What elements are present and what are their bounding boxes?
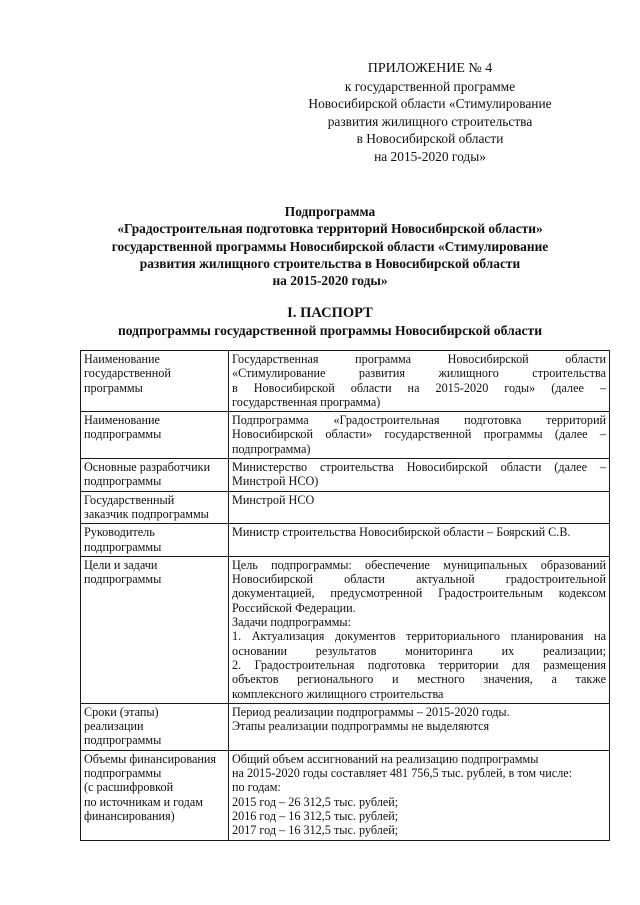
title-line: «Градостроительная подготовка территорий Новосибирской области»	[117, 221, 543, 237]
value-line: Период реализации подпрограммы – 2015-2020 годы.	[232, 704, 510, 719]
value-line: 2. Градостроительная подготовка территории для размещения	[232, 657, 606, 672]
label-line: подпрограммы	[84, 572, 162, 587]
label-line: Основные разработчики	[84, 460, 211, 475]
label-line: подпрограммы	[84, 427, 162, 442]
value-line: Этапы реализации подпрограммы не выделяются	[232, 719, 490, 734]
title-line: государственной программы Новосибирской области «Стимулирование	[111, 238, 549, 254]
appendix-number: ПРИЛОЖЕНИЕ № 4	[367, 61, 493, 76]
value-line: Подпрограмма «Градостроительная подготовка территорий	[232, 413, 606, 428]
table-row	[81, 750, 610, 840]
label-line: подпрограммы	[84, 766, 162, 781]
label-line: Наименование	[84, 413, 160, 428]
row-value	[229, 459, 610, 492]
value-line: основании результатов мониторинга их реализации;	[232, 643, 606, 658]
table-row	[81, 491, 610, 524]
passport-table	[80, 350, 610, 841]
row-value	[229, 412, 610, 459]
row-value	[229, 524, 610, 557]
label-line: Объемы финансирования	[84, 751, 217, 766]
value-line: подпрограмма)	[232, 441, 311, 456]
label-line: реализации	[84, 719, 144, 734]
value-line: Цель подпрограммы: обеспечение муниципальных образований	[232, 557, 606, 572]
label-line: государственной	[84, 366, 171, 381]
row-label	[81, 491, 229, 524]
passport-heading	[60, 304, 600, 340]
row-value	[229, 750, 610, 840]
value-line: Министр строительства Новосибирской области – Боярский С.В.	[232, 525, 571, 540]
appendix-line: развития жилищного строительства	[327, 113, 533, 129]
row-label	[81, 556, 229, 703]
label-line: Цели и задачи	[84, 557, 158, 572]
appendix-line: на 2015-2020 годы»	[374, 148, 486, 164]
label-line: подпрограммы	[84, 539, 162, 554]
table-row	[81, 412, 610, 459]
value-line: Новосибирской области» государственной программы (далее –	[232, 427, 606, 442]
table-row	[81, 703, 610, 750]
value-line: 2015 год – 26 312,5 тыс. рублей;	[232, 794, 399, 809]
label-line: Руководитель	[84, 525, 155, 540]
label-line: по источникам и годам	[84, 794, 203, 809]
label-line: программы	[84, 380, 143, 395]
value-line: «Стимулирование развития жилищного строительства	[232, 366, 606, 381]
row-value	[229, 491, 610, 524]
value-line: Общий объем ассигнований на реализацию подпрограммы	[232, 751, 539, 766]
title-line: Подпрограмма	[284, 204, 376, 219]
appendix-line: в Новосибирской области	[356, 131, 504, 146]
value-line: в Новосибирской области на 2015-2020 годы» (далее –	[232, 380, 606, 395]
value-line: Минстрой НСО)	[232, 474, 319, 489]
label-line: заказчик подпрограммы	[84, 506, 209, 521]
value-line: документацией, предусмотренной Градостроительным кодексом	[232, 586, 606, 601]
row-label	[81, 524, 229, 557]
table-row	[81, 351, 610, 412]
appendix-line: Новосибирской области «Стимулирование	[308, 96, 552, 111]
value-line: Новосибирской области актуальной градостроительной	[232, 572, 606, 587]
label-line: Государственный	[84, 492, 175, 507]
value-line: Задачи подпрограммы:	[232, 615, 352, 630]
value-line: Минстрой НСО	[232, 492, 315, 507]
row-value	[229, 556, 610, 703]
appendix-line: к государственной программе	[344, 78, 516, 94]
value-line: по годам:	[232, 780, 281, 795]
row-label	[81, 351, 229, 412]
value-line: 2016 год – 16 312,5 тыс. рублей;	[232, 808, 399, 823]
appendix-header	[300, 60, 560, 165]
row-label	[81, 750, 229, 840]
title-line: на 2015-2020 годы»	[272, 273, 388, 289]
row-value	[229, 703, 610, 750]
row-value	[229, 351, 610, 412]
table-row	[81, 459, 610, 492]
value-line: Министерство строительства Новосибирской области (далее –	[232, 460, 606, 475]
label-line: Сроки (этапы)	[84, 704, 159, 719]
label-line: подпрограммы	[84, 474, 162, 489]
passport-subtitle: подпрограммы государственной программы Новосибирской области	[117, 323, 543, 338]
value-line: Государственная программа Новосибирской области	[232, 352, 606, 366]
row-label	[81, 703, 229, 750]
row-label	[81, 412, 229, 459]
table-row	[81, 556, 610, 703]
value-line: 1. Актуализация документов территориального планирования на	[232, 629, 606, 644]
value-line: объектов регионального и местного значения, а также	[232, 672, 606, 687]
subprogram-title	[60, 203, 600, 289]
value-line: государственная программа)	[232, 394, 381, 409]
value-line: на 2015-2020 годы составляет 481 756,5 тыс. рублей, в том числе:	[232, 766, 573, 781]
label-line: Наименование	[84, 352, 160, 366]
label-line: финансирования)	[84, 808, 175, 823]
table-row	[81, 524, 610, 557]
value-line: Российской Федерации.	[232, 600, 356, 615]
value-line: 2017 год – 16 312,5 тыс. рублей;	[232, 823, 399, 838]
row-label	[81, 459, 229, 492]
label-line: (с расшифровкой	[84, 780, 174, 795]
value-line: комплексного жилищного строительства	[232, 686, 444, 701]
passport-title: I. ПАСПОРТ	[287, 305, 373, 321]
title-line: развития жилищного строительства в Новосибирской области	[139, 255, 521, 271]
label-line: подпрограммы	[84, 733, 162, 748]
